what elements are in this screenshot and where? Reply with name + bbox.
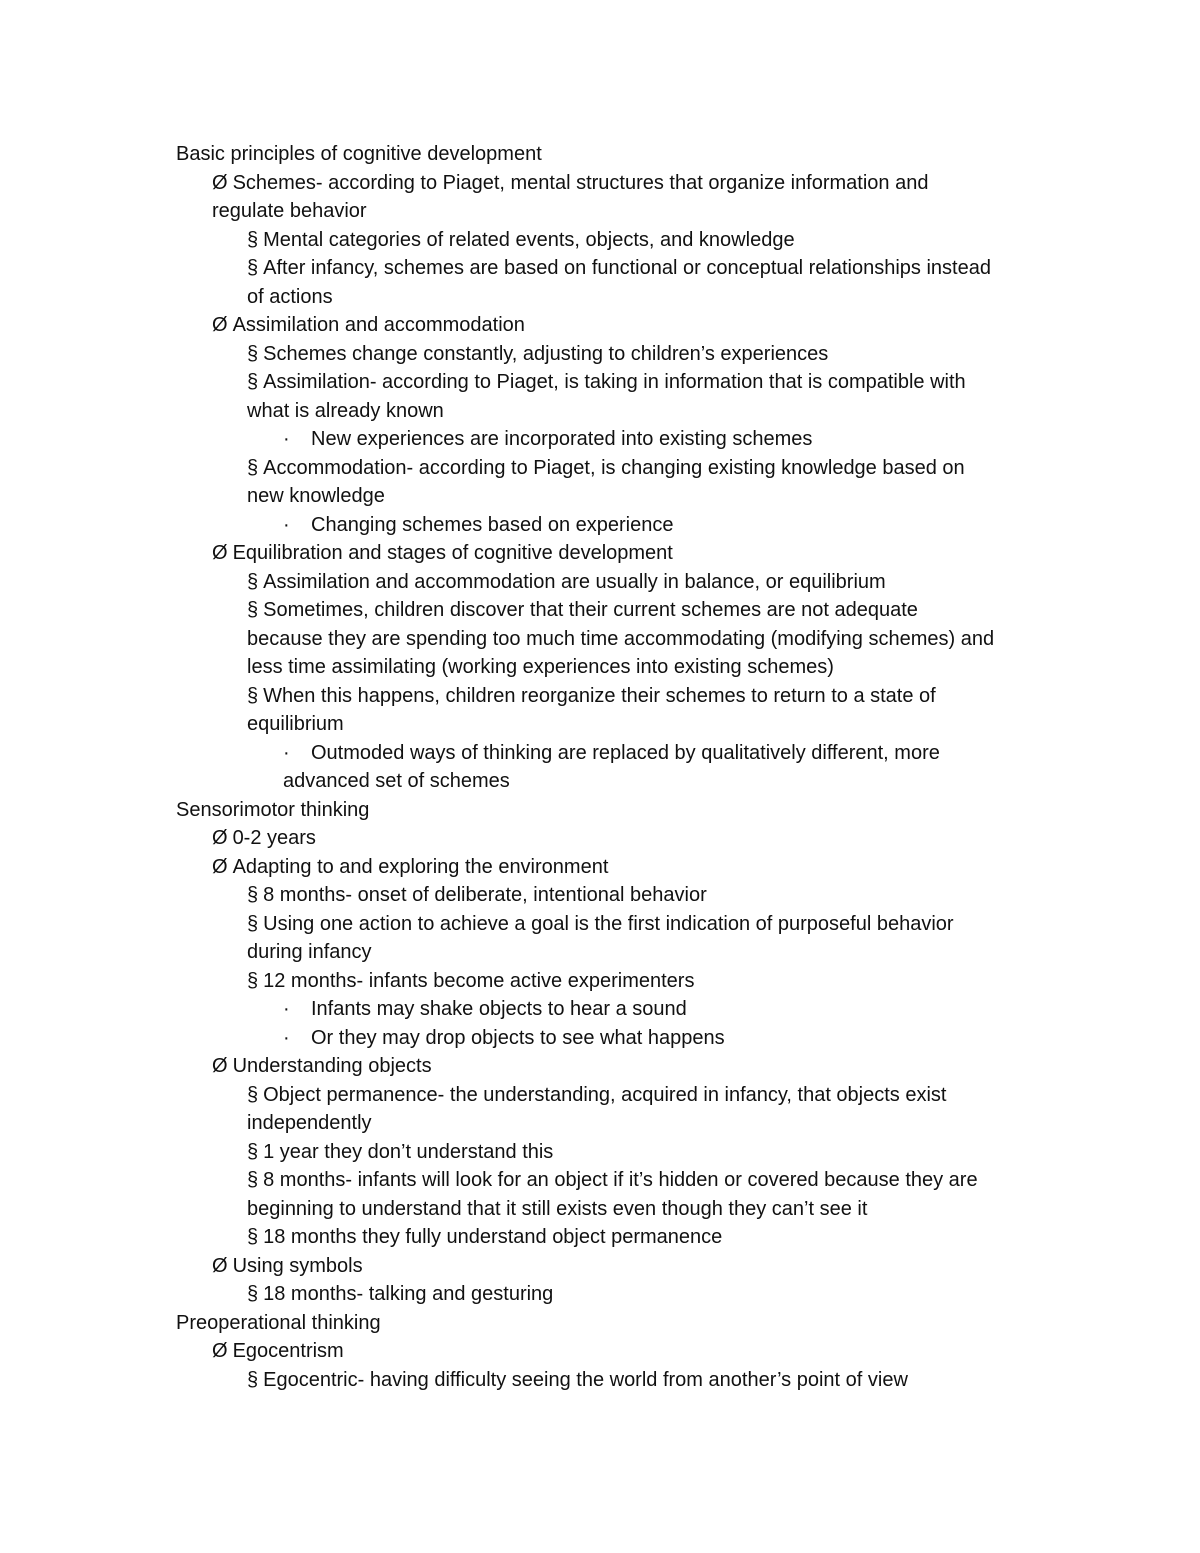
outline-item <box>0 853 1200 882</box>
outline-item <box>0 1166 1200 1195</box>
outline-item <box>0 739 1200 768</box>
line-text: Sensorimotor thinking <box>176 798 370 821</box>
outline-item <box>0 340 1200 369</box>
outline-item <box>0 653 1200 682</box>
bullet-marker: § <box>247 1368 259 1391</box>
bullet-marker: § <box>247 884 259 906</box>
bullet-marker: · <box>283 428 290 450</box>
line-text: 8 months- onset of deliberate, intentional behavior <box>263 884 707 906</box>
outline-item <box>0 938 1200 967</box>
line-text: Understanding objects <box>232 1055 432 1077</box>
outline-item <box>0 767 1200 796</box>
line-text: Assimilation- according to Piaget, is taking in information that is compatible with <box>263 371 966 393</box>
line-text: Assimilation and accommodation are usually in balance, or equilibrium <box>263 570 886 593</box>
outline-item <box>0 425 1200 454</box>
line-text: independently <box>247 1112 372 1134</box>
bullet-marker: § <box>247 969 259 992</box>
line-text: 18 months they fully understand object permanence <box>263 1226 723 1248</box>
bullet-marker: Ø <box>212 827 228 849</box>
outline-item <box>0 596 1200 625</box>
bullet-marker: · <box>283 741 290 764</box>
line-text: 8 months- infants will look for an object if it’s hidden or covered because they are <box>263 1169 978 1191</box>
outline-item <box>0 311 1200 340</box>
line-text: Basic principles of cognitive development <box>176 143 542 165</box>
line-text: Object permanence- the understanding, acquired in infancy, that objects exist <box>263 1083 947 1106</box>
bullet-marker: § <box>247 1169 259 1191</box>
outline-item <box>0 1195 1200 1224</box>
line-text: 1 year they don’t understand this <box>263 1140 554 1163</box>
bullet-marker: § <box>247 342 259 365</box>
outline-item <box>0 454 1200 483</box>
line-text: Egocentric- having difficulty seeing the world from another’s point of view <box>263 1368 908 1391</box>
outline-item <box>0 397 1200 426</box>
line-text: Schemes change constantly, adjusting to children’s experiences <box>263 342 829 365</box>
outline-item <box>0 1337 1200 1366</box>
line-text: less time assimilating (working experiences into existing schemes) <box>247 656 834 678</box>
outline-item <box>0 226 1200 255</box>
line-text: Using one action to achieve a goal is the first indication of purposeful behavior <box>263 912 954 935</box>
line-text: Schemes- according to Piaget, mental structures that organize information and <box>232 171 929 194</box>
bullet-marker: § <box>247 1283 259 1305</box>
line-text: Accommodation- according to Piaget, is changing existing knowledge based on <box>263 456 965 479</box>
line-text: new knowledge <box>247 485 385 507</box>
line-text: equilibrium <box>247 713 344 735</box>
line-text: Or they may drop objects to see what happens <box>311 1026 725 1049</box>
outline-item <box>0 511 1200 540</box>
outline-item <box>0 169 1200 198</box>
section-heading <box>0 1309 1200 1338</box>
bullet-marker: § <box>247 228 259 251</box>
section-heading <box>0 140 1200 169</box>
outline-item <box>0 1109 1200 1138</box>
bullet-marker: § <box>247 599 259 621</box>
outline-item <box>0 995 1200 1024</box>
line-text: advanced set of schemes <box>283 770 510 792</box>
line-text: beginning to understand that it still exists even though they can’t see it <box>247 1197 868 1220</box>
outline-item <box>0 625 1200 654</box>
line-text: of actions <box>247 285 333 308</box>
line-text: Preoperational thinking <box>176 1311 381 1334</box>
bullet-marker: § <box>247 1226 259 1248</box>
bullet-marker: § <box>247 456 259 479</box>
outline-item <box>0 824 1200 853</box>
line-text: Egocentrism <box>232 1340 344 1362</box>
outline-item <box>0 568 1200 597</box>
outline-item <box>0 1280 1200 1309</box>
bullet-marker: Ø <box>212 855 228 878</box>
line-text: Equilibration and stages of cognitive development <box>232 542 673 564</box>
line-text: When this happens, children reorganize their schemes to return to a state of <box>263 684 936 707</box>
line-text: Mental categories of related events, objects, and knowledge <box>263 228 795 251</box>
bullet-marker: § <box>247 1083 259 1106</box>
outline-item <box>0 254 1200 283</box>
line-text: Assimilation and accommodation <box>232 314 525 336</box>
line-text: because they are spending too much time accommodating (modifying schemes) and <box>247 627 995 650</box>
outline-item <box>0 967 1200 996</box>
outline-item <box>0 910 1200 939</box>
bullet-marker: § <box>247 912 259 935</box>
outline-item <box>0 1223 1200 1252</box>
line-text: during infancy <box>247 941 372 963</box>
bullet-marker: § <box>247 371 259 393</box>
line-text: Using symbols <box>232 1254 363 1277</box>
outline-item <box>0 197 1200 226</box>
line-text: Adapting to and exploring the environment <box>232 855 609 878</box>
line-text: Outmoded ways of thinking are replaced by qualitatively different, more <box>311 741 940 764</box>
outline-item <box>0 1052 1200 1081</box>
outline-item <box>0 710 1200 739</box>
line-text: 12 months- infants become active experimenters <box>263 969 695 992</box>
bullet-marker: § <box>247 257 259 279</box>
line-text: Changing schemes based on experience <box>311 513 674 536</box>
section-heading <box>0 796 1200 825</box>
outline-item <box>0 1024 1200 1053</box>
outline-item <box>0 682 1200 711</box>
outline-item <box>0 283 1200 312</box>
bullet-marker: · <box>283 513 290 536</box>
line-text: what is already known <box>247 399 444 422</box>
outline-item <box>0 539 1200 568</box>
bullet-marker: · <box>283 998 290 1020</box>
line-text: Infants may shake objects to hear a sound <box>311 998 687 1020</box>
bullet-marker: § <box>247 684 259 707</box>
bullet-marker: Ø <box>212 542 228 564</box>
outline-item <box>0 1081 1200 1110</box>
outline-item <box>0 368 1200 397</box>
line-text: New experiences are incorporated into existing schemes <box>311 428 813 450</box>
bullet-marker: · <box>283 1026 290 1049</box>
outline-item <box>0 1366 1200 1395</box>
outline-item <box>0 482 1200 511</box>
line-text: After infancy, schemes are based on functional or conceptual relationships instead <box>263 257 991 279</box>
outline-item <box>0 1138 1200 1167</box>
line-text: regulate behavior <box>212 200 367 222</box>
notes-outline <box>0 140 1200 1394</box>
bullet-marker: Ø <box>212 314 228 336</box>
line-text: 18 months- talking and gesturing <box>263 1283 554 1305</box>
bullet-marker: Ø <box>212 1254 228 1277</box>
line-text: Sometimes, children discover that their current schemes are not adequate <box>263 599 918 621</box>
outline-item <box>0 881 1200 910</box>
bullet-marker: Ø <box>212 1340 228 1362</box>
bullet-marker: § <box>247 1140 259 1163</box>
bullet-marker: Ø <box>212 1055 228 1077</box>
bullet-marker: Ø <box>212 171 228 194</box>
line-text: 0-2 years <box>232 827 316 849</box>
bullet-marker: § <box>247 570 259 593</box>
outline-item <box>0 1252 1200 1281</box>
